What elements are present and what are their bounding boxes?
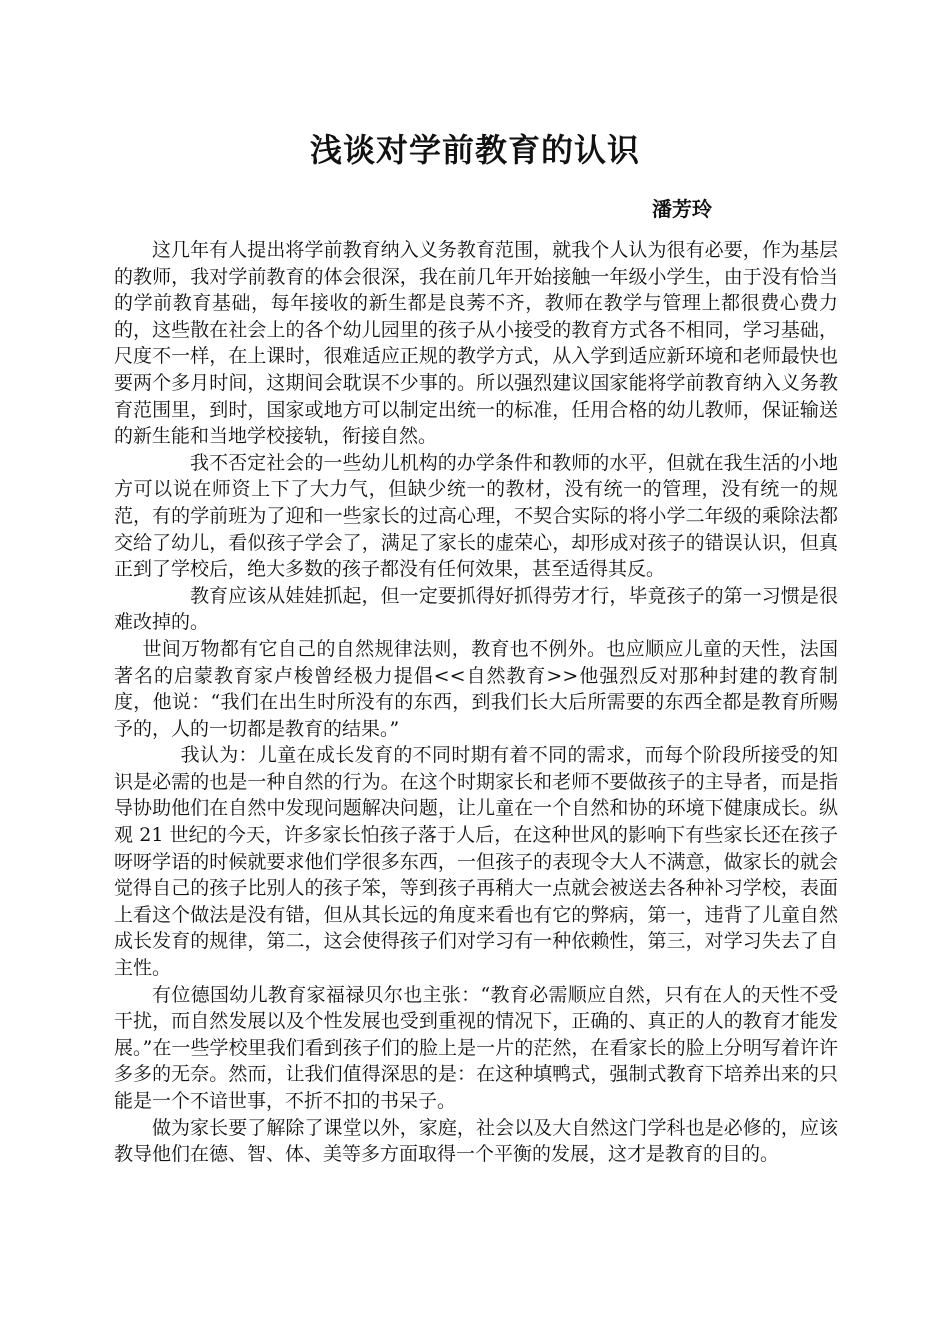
paragraph: 这几年有人提出将学前教育纳入义务教育范围，就我个人认为很有必要，作为基层的教师，我对学前教育的体会很深，我在前几年开始接触一年级小学生，由于没有恰当的学前教育基础，每年接收的新生都是良莠不齐，教师在教学与管理上都很费心费力的，这些散在社会上的各个幼儿园里的孩子从小接受的教育方式各不相同，学习基础，尺度不一样，在上课时，很难适应正规的教学方式，从入学到适应新环境和老师最快也要两个多月时间，这期间会耽误不少事的。所以强烈建议国家能将学前教育纳入义务教育范围里，到时，国家或地方可以制定出统一的标准，任用合格的幼儿教师，保证输送的新生能和当地学校接轨，衔接自然。 [114, 239, 838, 448]
paragraph: 世间万物都有它自己的自然规律法则，教育也不例外。也应顺应儿童的天性，法国著名的启蒙教育家卢梭曾经极力提倡<<自然教育>>他强烈反对那种封建的教育制度，他说：“我们在出生时所没有的东西，到我们长大后所需要的东西全都是教育所赐予的，人的一切都是教育的结果。” [114, 637, 838, 740]
document-title: 浅谈对学前教育的认识 [309, 131, 640, 169]
paragraph: 有位德国幼儿教育家福禄贝尔也主张：“教育必需顺应自然，只有在人的天性不受干扰，而自然发展以及个性发展也受到重视的情况下，正确的、真正的人的教育才能发展。”在一些学校里我们看到孩子们的脸上是一片的茫然，在看家长的脸上分明写着许许多多的无奈。然而，让我们值得深思的是：在这种填鸭式，强制式教育下培养出来的只能是一个不谙世事，不折不扣的书呆子。 [114, 983, 838, 1112]
paragraph: 我认为：儿童在成长发育的不同时期有着不同的需求，而每个阶段所接受的知识是必需的也是一种自然的行为。在这个时期家长和老师不要做孩子的主导者，而是指导协助他们在自然中发现问题解决问题，让儿童在一个自然和协的环境下健康成长。纵观 21 世纪的今天，许多家长怕孩子落于人后，在这种世风的影响下有些家长还在孩子呀呀学语的时候就要求他们学很多东西，一但孩子的表现令大人不满意，做家长的就会觉得自己的孩子比别人的孩子笨，等到孩子再稍大一点就会被送去各种补习学校，表面上看这个做法是没有错，但从其长远的角度来看也有它的弊病，第一，违背了儿童自然成长发育的规律，第二，这会使得孩子们对学习有一种依赖性，第三，对学习失去了自主性。 [114, 744, 838, 980]
paragraph: 教育应该从娃娃抓起，但一定要抓得好抓得劳才行，毕竟孩子的第一习惯是很难改掉的。 [114, 584, 838, 634]
document-body [114, 237, 838, 1168]
paragraph: 我不否定社会的一些幼儿机构的办学条件和教师的水平，但就在我生活的小地方可以说在师资上下了大力气，但缺少统一的教材，没有统一的管理，没有统一的规范，有的学前班为了迎和一些家长的过高心理，不契合实际的将小学二年级的乘除法都交给了幼儿，看似孩子学会了，满足了家长的虚荣心，却形成对孩子的错误认识，但真正到了学校后，绝大多数的孩子都没有任何效果，甚至适得其反。 [114, 451, 838, 581]
author-name: 潘芳玲 [652, 197, 712, 221]
paragraph: 做为家长要了解除了课堂以外，家庭，社会以及大自然这门学科也是必修的，应该教导他们在德、智、体、美等多方面取得一个平衡的发展，这才是教育的目的。 [114, 1116, 838, 1166]
